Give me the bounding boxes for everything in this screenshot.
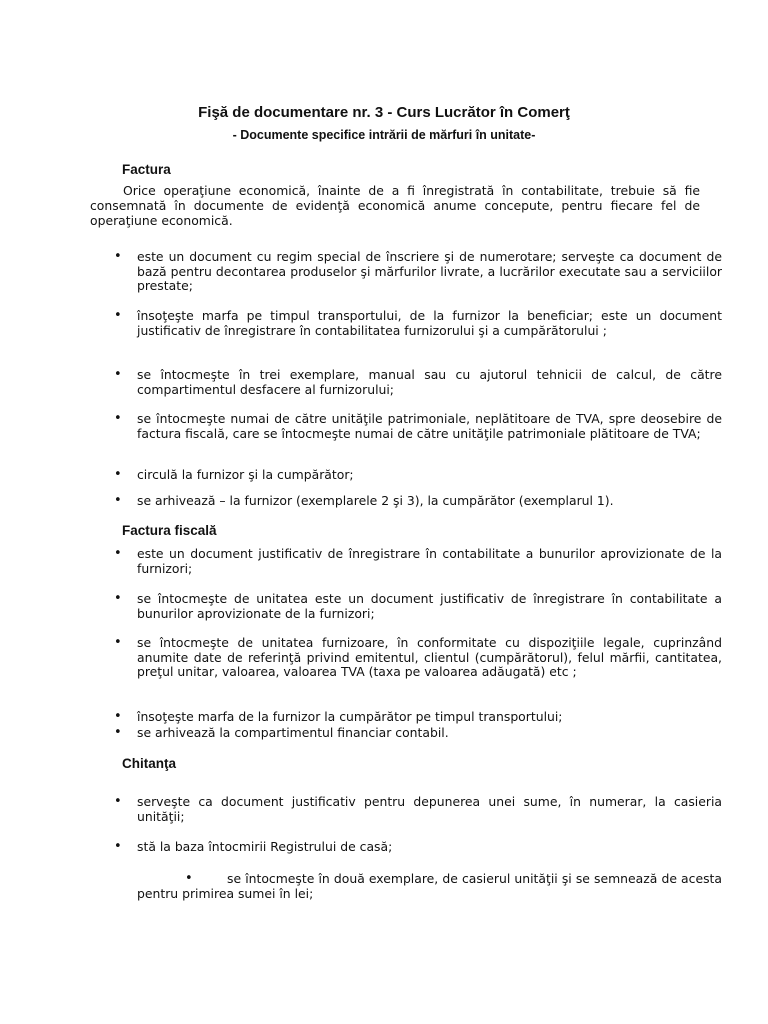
bullet-icon: • <box>114 493 122 508</box>
bullet-icon: • <box>114 411 122 426</box>
list-item: • se arhivează la compartimentul financiar contabil. <box>114 725 449 740</box>
list-item: • serveşte ca document justificativ pentru depunerea unei sume, în numerar, la casieria unităţii; <box>114 794 722 824</box>
list-item: • circulă la furnizor şi la cumpărător; <box>114 467 354 482</box>
list-item: • se arhivează – la furnizor (exemplarele 2 şi 3), la cumpărător (exemplarul 1). <box>114 493 614 508</box>
list-item: • se întocmeşte în trei exemplare, manual sau cu ajutorul tehnicii de calcul, de către compartimentul desfacere al furnizorului; <box>114 367 722 397</box>
bullet-icon: • <box>114 591 122 606</box>
list-item: • se întocmeşte de unitatea este un document justificativ de înregistrare în contabilitate a bunurilor aprovizionate de la furnizori; <box>114 591 722 621</box>
document-title: Fişă de documentare nr. 3 - Curs Lucrător în Comerţ <box>198 104 570 121</box>
bullet-icon: • <box>114 794 122 809</box>
list-item: • însoţeşte marfa de la furnizor la cumpărător pe timpul transportului; <box>114 709 563 724</box>
bullet-icon: • <box>114 725 122 740</box>
list-item: • stă la baza întocmirii Registrului de casă; <box>114 839 393 854</box>
bullet-icon: • <box>114 367 122 382</box>
list-item: • este un document justificativ de înregistrare în contabilitate a bunurilor aprovizionate de la furnizori; <box>114 546 722 576</box>
bullet-icon: • <box>114 546 122 561</box>
list-item: • se întocmeşte de unitatea furnizoare, în conformitate cu dispoziţiile legale, cuprinzând anumite date de referinţă privind emitentul, clientul (cumpărătorul), felul mărfii, cantitatea, preţul unitar, valoarea, valoarea TVA (taxa pe valoarea adăugată) etc ; <box>114 635 722 680</box>
factura-intro-text: Orice operaţiune economică, înainte de a fi înregistrată în contabilitate, trebuie să fie consemnată în documente de evidenţă economică anume concepute, pentru fiecare fel de operaţiune economică. <box>90 183 700 228</box>
bullet-icon: • <box>114 308 122 323</box>
factura-intro-paragraph <box>90 183 700 228</box>
bullet-icon: • <box>114 839 122 854</box>
bullet-icon: • <box>114 249 122 264</box>
list-item: • se întocmeşte în două exemplare, de casierul unităţii şi se semnează de acesta pentru primirea sumei în lei; <box>137 871 722 901</box>
document-subtitle: - Documente specifice intrării de mărfuri în unitate- <box>232 128 536 142</box>
bullet-icon: • <box>114 635 122 650</box>
list-item: • însoţeşte marfa pe timpul transportului, de la furnizor la beneficiar; este un document justificativ de înregistrare în contabilitatea furnizorului şi a cumpărătorului ; <box>114 308 722 338</box>
bullet-icon: • <box>114 709 122 724</box>
bullet-icon: • <box>114 467 122 482</box>
list-item: • este un document cu regim special de înscriere şi de numerotare; serveşte ca document de bază pentru decontarea produselor şi mărfurilor livrate, a lucrărilor executate sau a serviciilor prestate; <box>114 249 722 294</box>
list-item: • se întocmeşte numai de către unităţile patrimoniale, neplătitoare de TVA, spre deosebire de factura fiscală, care se întocmeşte numai de către unităţile patrimoniale plătitoare de TVA; <box>114 411 722 441</box>
bullet-icon: • <box>185 871 193 886</box>
section-heading-factura: Factura <box>122 162 171 177</box>
section-heading-chitanta: Chitanţa <box>122 756 176 771</box>
section-heading-factura-fiscala: Factura fiscală <box>122 523 217 538</box>
